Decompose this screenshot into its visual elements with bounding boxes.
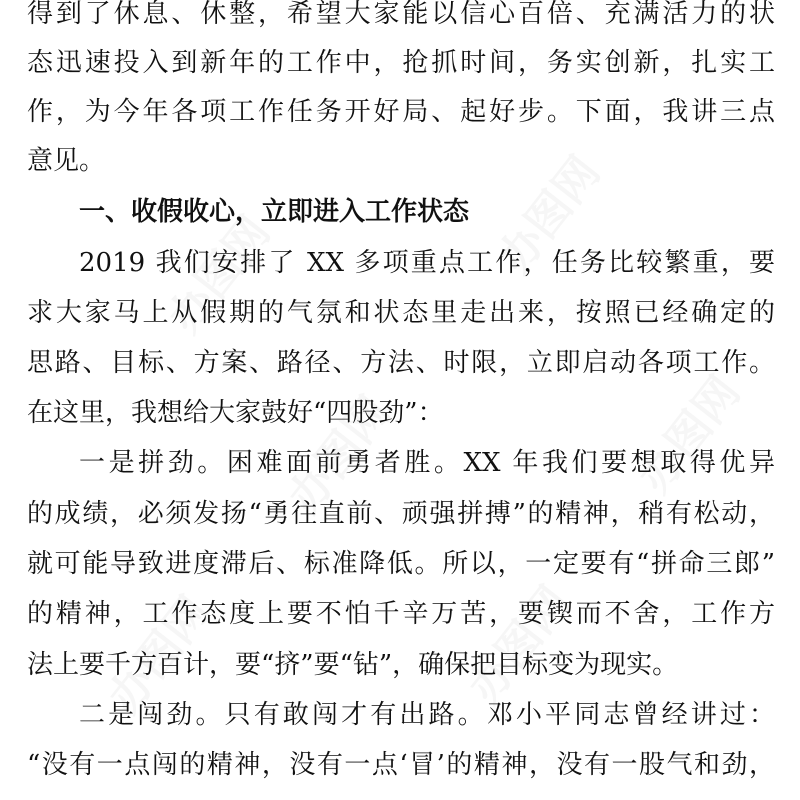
body-text-line: 求大家马上从假期的气氛和状态里走出来，按照已经确定的: [27, 298, 775, 328]
body-text-line: 作，为今年各项工作任务开好局、起好步。下面，我讲三点: [27, 97, 775, 127]
watermark: 办图网: [98, 587, 221, 723]
watermark: 办图网: [488, 147, 611, 283]
watermark: 办图网: [278, 387, 401, 523]
watermark: 办图网: [458, 577, 581, 713]
watermark: 办图网: [158, 207, 281, 343]
body-text-line: 态迅速投入到新年的工作中，抢抓时间，务实创新，扎实工: [27, 48, 775, 78]
body-text-line: 得到了休息、休整，希望大家能以信心百倍、充满活力的状: [27, 0, 775, 29]
body-text-line: “没有一点闯的精神，没有一点‘冒’的精神，没有一股气和劲，: [27, 750, 775, 780]
body-text-line: 2019 我们安排了 XX 多项重点工作，任务比较繁重，要: [79, 248, 775, 278]
body-text-line: 就可能导致进度滞后、标准降低。所以，一定要有“拼命三郎”: [27, 549, 775, 579]
body-text-line: 在这里，我想给大家鼓好“四股劲”：: [27, 398, 444, 428]
watermark: 办图网: [628, 367, 751, 503]
body-text-line: 二是闯劲。只有敢闯才有出路。邓小平同志曾经讲过：: [79, 700, 775, 730]
body-text-line: 意见。: [27, 146, 106, 176]
body-text-line: 的成绩，必须发扬“勇往直前、顽强拼搏”的精神，稍有松动，: [27, 499, 775, 529]
body-text-line: 一是拼劲。困难面前勇者胜。XX 年我们要想取得优异: [79, 448, 775, 478]
body-text-line: 思路、目标、方案、路径、方法、时限，立即启动各项工作。: [27, 348, 775, 378]
section-heading: 一、收假收心，立即进入工作状态: [79, 197, 470, 227]
body-text-line: 法上要千方百计，要“挤”要“钻”，确保把目标变为现实。: [27, 650, 679, 680]
body-text-line: 的精神，工作态度上要不怕千辛万苦，要锲而不舍，工作方: [27, 599, 775, 629]
